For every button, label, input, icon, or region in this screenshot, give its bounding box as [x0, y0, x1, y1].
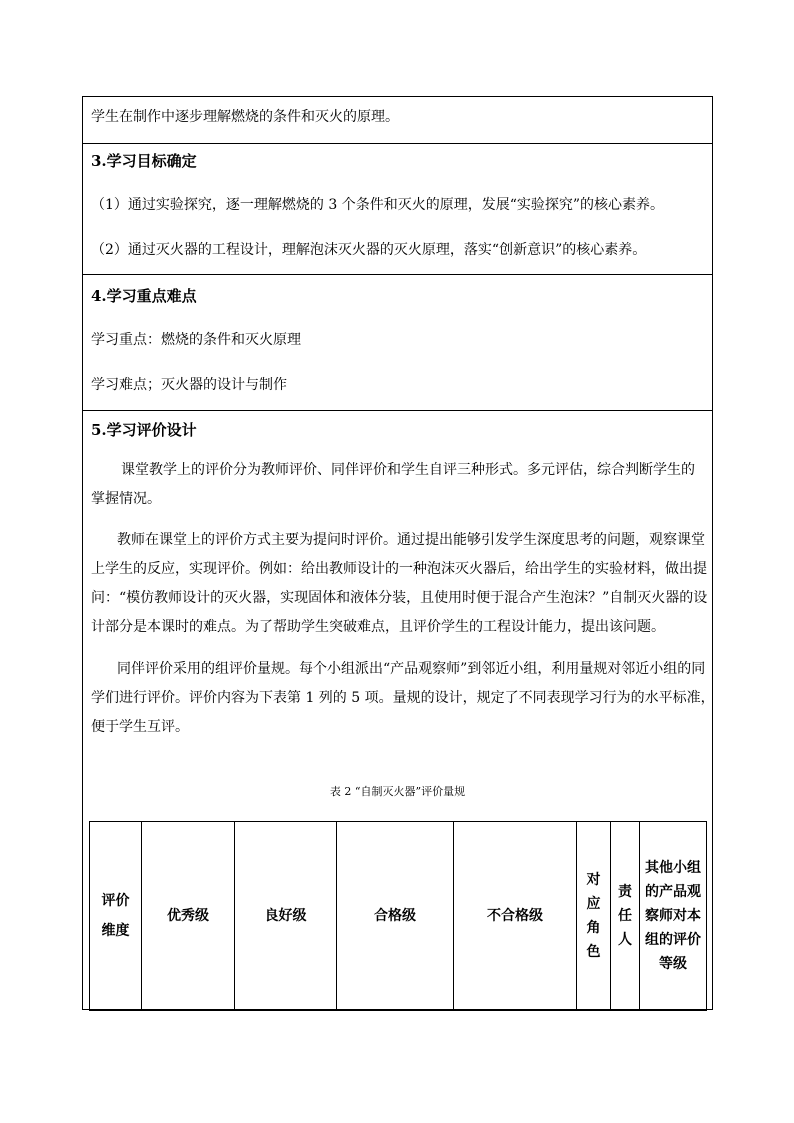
key-points-section	[83, 275, 712, 411]
p2-line-2: 上学生的反应，实现评价。例如：给出教师设计的一种泡沫灭火器后，给出学生的实验材料，做出提	[91, 561, 707, 577]
table-caption: 表 2 “自制灭火器”评价量规	[329, 785, 466, 798]
evaluation-design-section	[83, 411, 715, 1009]
learning-objectives-section	[83, 144, 712, 275]
header-pass: 合格级	[337, 822, 454, 1011]
p3-line-2: 学们进行评价。评价内容为下表第 1 列的 5 项。量规的设计，规定了不同表现学习行为的水平标准，	[91, 690, 715, 706]
intro-section	[83, 97, 712, 144]
document-table-frame	[82, 96, 713, 1010]
table-header-row	[90, 822, 707, 1011]
p3-line-1: 同伴评价采用的组评价量规。每个小组派出“产品观察师”到邻近小组，利用量规对邻近小组的同	[117, 661, 706, 677]
section-5-heading: 5.学习评价设计	[91, 421, 197, 439]
header-dimension: 评价维度	[90, 822, 142, 1011]
p2-line-4: 计部分是本课时的难点。为了帮助学生突破难点，且评价学生的工程设计能力，提出该问题。	[91, 619, 665, 635]
intro-line: 学生在制作中逐步理解燃烧的条件和灭火的原理。	[91, 109, 399, 125]
p3-line-3: 便于学生互评。	[91, 719, 189, 735]
header-fail: 不合格级	[454, 822, 577, 1011]
section-4-heading: 4.学习重点难点	[91, 287, 197, 305]
evaluation-paragraph-3	[91, 655, 715, 742]
evaluation-paragraph-2	[91, 526, 708, 642]
p2-line-1: 教师在课堂上的评价方式主要为提问时评价。通过提出能够引发学生深度思考的问题，观察课堂	[117, 532, 705, 548]
focus-line: 学习重点：燃烧的条件和灭火原理	[91, 332, 301, 348]
section-3-heading: 3.学习目标确定	[91, 152, 197, 170]
header-excellent: 优秀级	[142, 822, 235, 1011]
p1-line-1: 课堂教学上的评价分为教师评价、同伴评价和学生自评三种形式。多元评估，综合判断学生的	[121, 462, 695, 478]
p1-line-2: 掌握情况。	[91, 491, 161, 507]
objective-1: （1）通过实验探究，逐一理解燃烧的 3 个条件和灭火的原理，发展“实验探究”的核心素养。	[91, 197, 665, 213]
difficulty-line: 学习难点；灭火器的设计与制作	[91, 377, 287, 393]
objective-2: （2）通过灭火器的工程设计，理解泡沫灭火器的灭火原理，落实“创新意识”的核心素养。	[91, 242, 647, 258]
p2-line-3: 问：“模仿教师设计的灭火器，实现固体和液体分装，且使用时便于混合产生泡沫？”自制灭火器的设	[91, 590, 708, 606]
header-responsible: 责任人	[611, 822, 640, 1011]
header-good: 良好级	[235, 822, 337, 1011]
header-peer-rating: 其他小组的产品观察师对本组的评价等级	[640, 822, 707, 1011]
header-role: 对应角色	[577, 822, 611, 1011]
rubric-table	[89, 821, 707, 1011]
evaluation-paragraph-1	[91, 456, 702, 514]
